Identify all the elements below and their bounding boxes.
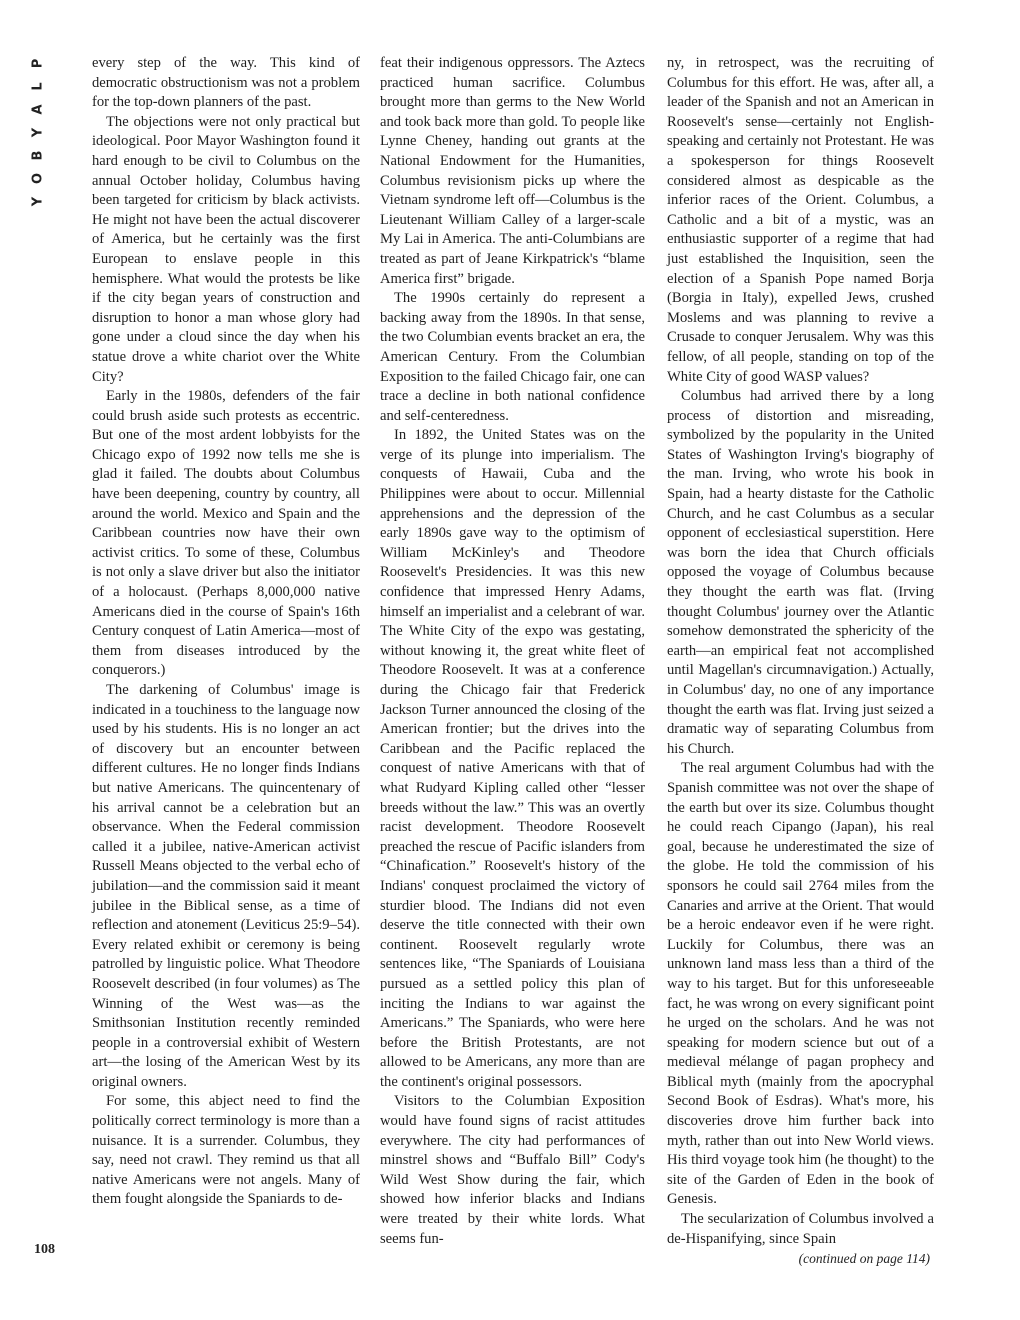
running-head-letter: L [30,82,46,91]
paragraph: every step of the way. This kind of democratic obstructionism was not a problem for the top-down planners of the past. [92,55,360,111]
paragraph: ny, in retrospect, was the recruiting of Columbus for this effort. He was, after all, a leader of the Spanish and not an American in Roosevelt's sense—certainly not English-speaking and certainly not Protestant. He was a spokesperson for things Roosevelt considered almost as despicable as the inferior races of the Orient. Columbus, a Catholic and a bit of a mystic, was an enthusiastic supporter of a regime that had just established the Inquisition, seen the election of a Spanish Pope named Borja (Borgia in Italy), expelled Jews, crushed Moslems and was planning to revive a Crusade to conquer Jerusalem. Why was this fellow, of all people, standing on top of the White City of good WASP values? [667,55,934,385]
running-head-letter: Y [30,196,46,207]
paragraph: The objections were not only practical but ideological. Poor Mayor Washington found it hard enough to be civil to Columbus on the annual October holiday, Columbus having been targeted for criticism by black activists. He might not have been the actual discoverer of America, but he certainly was the first European to enslave people in this hemisphere. What would the protests be like if the city began years of construction and disruption to honor a man whose glory had gone under a cloud since the day when his statue drove a white chariot over the White City? [92,113,360,385]
page-number: 108 [34,1242,55,1257]
column-3 [667,54,934,1269]
paragraph: Visitors to the Columbian Exposition would have found signs of racist attitudes everywhere. The city had performances of minstrel shows and “Buffalo Bill” Cody's Wild West Show during the fair, which showed how inferior blacks and Indians were treated by their white lords. What seems fun- [380,1093,645,1247]
running-head-letter: P [30,58,46,69]
running-head [28,52,48,213]
paragraph: Columbus had arrived there by a long process of distortion and misreading, symbolized by the popularity in the United States of Washington Irving's biography of the man. Irving, who wrote his book in Spain, had a hearty distaste for the Catholic Church, and he cast Columbus as a secular opponent of ecclesiastical superstition. Here was born the idea that Church officials opposed the voyage of Columbus because they thought the earth was flat. (Irving thought Columbus' journey over the Atlantic somehow demonstrated the sphericity of the earth—an empirical feat not accomplished until Magellan's circumnavigation.) Actually, in Columbus' day, no one of any importance thought the earth was flat. Irving just seized a dramatic way of separating Columbus from his Church. [667,388,934,757]
paragraph: In 1892, the United States was on the verge of its plunge into imperialism. The conquests of Hawaii, Cuba and the Philippines were about to occur. Millennial apprehensions and the depression of the early 1890s gave way to the optimism of William McKinley's and Theodore Roosevelt's Presidencies. It was this new confidence that impressed Henry Adams, himself an imperialist and a celebrant of war. The White City of the expo was gestating, without knowing it, the great white fleet of Theodore Roosevelt. It was at a conference during the Chicago fair that Frederick Jackson Turner announced the closing of the American frontier; but the drives into the Caribbean and the Pacific replaced the conquest of native Americans with that of what Rudyard Kipling called other “lesser breeds without the law.” This was an overtly racist development. Theodore Roosevelt preached the rescue of Pacific islanders from “Chinafication.” Roosevelt's history of the Indians' conquest proclaimed the victory of sturdier blood. The Indians did not even deserve the title connected with their own continent. Roosevelt regularly wrote sentences like, “The Spaniards of Louisiana pursued as a settled policy this plan of inciting the Indians to war against the Americans.” The Spaniards, who were here before the British Protestants, are not allowed to be Americans, any more than are the continent's original possessors. [380,427,645,1090]
column-2 [380,54,645,1249]
running-head-letter: Y [30,127,46,138]
running-head-letter: B [30,150,46,161]
continuation-note: (continued on page 114) [798,1251,930,1267]
paragraph: The darkening of Columbus' image is indicated in a touchiness to the language now used by his students. His is no longer an act of discovery but an encounter between different cultures. He no longer finds Indians but native Americans. The quincentenary of his arrival cannot be a celebration but an observance. When the Federal commission called it a jubilee, native-American activist Russell Means objected to the verbal echo of jubilation—and the commission said it meant jubilee in the Biblical sense, as a time of reflection and atonement (Leviticus 25:9–54). Every related exhibit or ceremony is being patrolled by linguistic police. What Theodore Roosevelt described (in four volumes) as The Winning of the West was—as the Smithsonian Institution recently reminded people in a controversial exhibit of Western art—the losing of the American West by its original owners. [92,682,360,1090]
paragraph: The real argument Columbus had with the Spanish committee was not over the shape of the earth but over its size. Columbus thought he could reach Cipango (Japan), his real goal, because he underestimated the size of the globe. He told the commission of his sponsors he could sail 2764 miles from the Canaries and arrive at the Orient. That would be a heroic endeavor even if he were right. Luckily for Columbus, there was an unknown land mass less than a third of the way to his target. But for this unforeseeable fact, he was wrong on every significant point he urged on the scholars. And he was not speaking for modern science but out of a medieval mélange of pagan prophecy and Biblical myth (mainly from the apocryphal Second Book of Esdras). What's more, his discoveries drove him further back into myth, rather than out into New World views. His third voyage took him (he thought) to the site of the Garden of Eden in the book of Genesis. [667,760,934,1208]
paragraph: The secularization of Columbus involved a de-Hispanifying, since Spain [667,1211,934,1247]
paragraph: feat their indigenous oppressors. The Aztecs practiced human sacrifice. Columbus brought more than germs to the New World and took back more than gold. To people like Lynne Cheney, handing out grants at the National Endowment for the Humanities, Columbus revisionism picks up where the Vietnam syndrome left off—Columbus is the Lieutenant William Calley of a larger-scale My Lai in America. The anti-Columbians are treated as part of Jeane Kirkpatrick's “blame America first” brigade. [380,55,645,287]
paragraph: The 1990s certainly do represent a backing away from the 1890s. In that sense, the two Columbian events bracket an era, the American Century. From the Columbian Exposition to the failed Chicago fair, one can trace a decline in both national confidence and self-centeredness. [380,290,645,424]
running-head-letter: O [30,172,46,185]
column-1 [92,54,360,1210]
paragraph: For some, this abject need to find the politically correct terminology is more than a nuisance. It is a surrender. Columbus, they say, need not crawl. They remind us that all native Americans were not angels. Many of them fought alongside the Spaniards to de- [92,1093,360,1208]
paragraph: Early in the 1980s, defenders of the fair could brush aside such protests as eccentric. But one of the most ardent lobbyists for the Chicago expo of 1992 now tells me she is glad it failed. The doubts about Columbus have been deepening, country by country, all around the world. Mexico and Spain and the Caribbean countries now have their own activist critics. To some of these, Columbus is not only a slave driver but also the initiator of a holocaust. (Perhaps 8,000,000 native Americans died in the course of Spain's 16th Century conquest of Latin America—most of them from diseases introduced by the conquerors.) [92,388,360,679]
running-head-letter: A [30,104,46,115]
